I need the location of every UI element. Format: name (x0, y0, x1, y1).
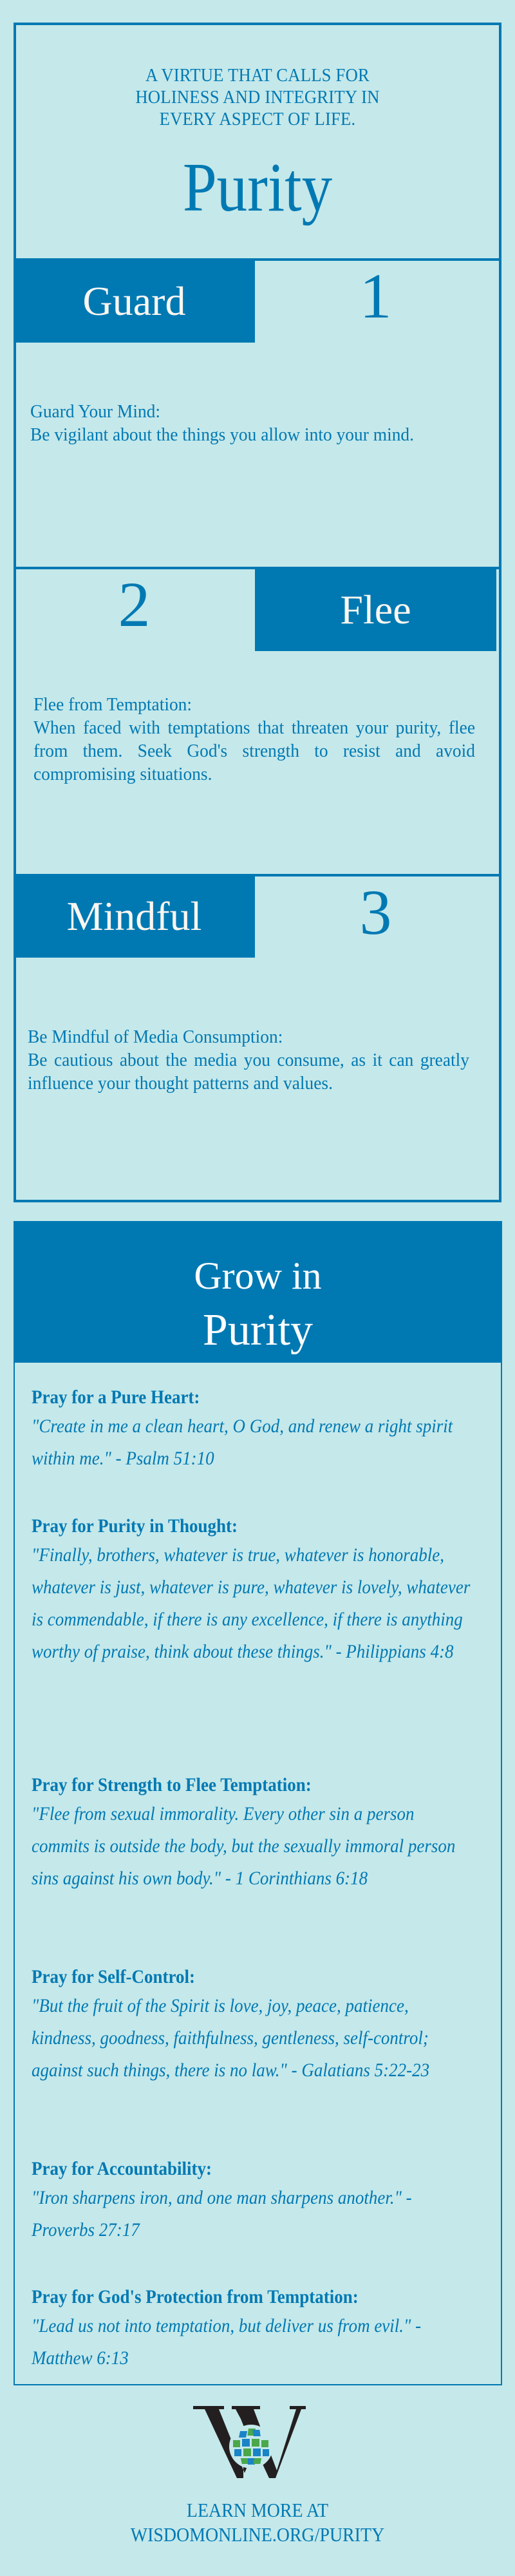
wisdom-online-logo-icon[interactable] (187, 2401, 315, 2485)
prayer-verse: "Finally, brothers, whatever is true, whatever is honorable, whatever is just, whatever is pure, whatever is lovely, whatever is commendable, if there is any excellence, if there is anything worthy of praise, think about these things." - Philippians 4:8 (32, 1544, 471, 1662)
practice-number-2: 2 (118, 569, 151, 640)
prayer-item (32, 2156, 482, 2246)
practice-heading: Flee from Temptation: (33, 695, 192, 715)
prayer-verse: "But the fruit of the Spirit is love, joy, peace, patience, kindness, goodness, faithfulness, gentleness, self-control; against such things, there is no law." - Galatians 5:22-23 (32, 1995, 430, 2081)
practice-label-mindful: Mindful (14, 875, 255, 958)
grow-title-line1: Grow in (194, 1255, 322, 1297)
prayer-item (32, 1964, 482, 2087)
prayer-heading: Pray for Self-Control: (32, 1966, 195, 1987)
prayer-item (32, 1385, 482, 1475)
learn-more-label: LEARN MORE AT (186, 2499, 329, 2521)
prayer-heading: Pray for Strength to Flee Temptation: (32, 1774, 312, 1795)
virtue-tagline: A VIRTUE THAT CALLS FOR HOLINESS AND INTEGRITY IN EVERY ASPECT OF LIFE. (135, 65, 380, 129)
prayer-verse: "Iron sharpens iron, and one man sharpens another." - Proverbs 27:17 (32, 2187, 412, 2240)
prayer-item (32, 1772, 482, 1895)
practice-text: When faced with temptations that threaten your purity, flee from them. Seek God's strength to resist and avoid compromising situations. (33, 718, 475, 784)
practice-description-mindful (28, 1026, 469, 1095)
prayer-item (32, 1513, 482, 1668)
page-title: Purity (182, 149, 333, 226)
grow-header (14, 1221, 502, 1363)
grow-title-line2: Purity (202, 1305, 314, 1355)
practice-description-flee (33, 694, 475, 786)
prayer-heading: Pray for Purity in Thought: (32, 1515, 238, 1537)
prayer-item (32, 2284, 482, 2374)
practice-text: Be cautious about the media you consume, as it can greatly influence your thought patterns and values. (28, 1050, 469, 1094)
prayer-heading: Pray for God's Protection from Temptation: (32, 2286, 359, 2307)
prayer-verse: "Flee from sexual immorality. Every other sin a person commits is outside the body, but the sexually immoral person sins against his own body." - 1 Corinthians 6:18 (32, 1803, 456, 1889)
prayer-verse: "Create in me a clean heart, O God, and renew a right spirit within me." - Psalm 51:10 (32, 1416, 453, 1469)
practice-heading: Guard Your Mind: (30, 402, 161, 422)
prayer-heading: Pray for Accountability: (32, 2158, 212, 2179)
practice-number-1: 1 (359, 260, 392, 332)
prayer-verse: "Lead us not into temptation, but deliver us from evil." - Matthew 6:13 (32, 2315, 422, 2369)
practice-number-3: 3 (359, 876, 392, 948)
practice-heading: Be Mindful of Media Consumption: (28, 1027, 283, 1047)
practice-text: Be vigilant about the things you allow into your mind. (30, 425, 415, 445)
prayer-heading: Pray for a Pure Heart: (32, 1387, 200, 1408)
learn-more-url-link[interactable]: WISDOMONLINE.ORG/PURITY (130, 2523, 385, 2546)
practice-label-flee: Flee (255, 568, 496, 651)
practice-description-guard (30, 401, 472, 447)
practice-label-guard: Guard (14, 260, 255, 343)
